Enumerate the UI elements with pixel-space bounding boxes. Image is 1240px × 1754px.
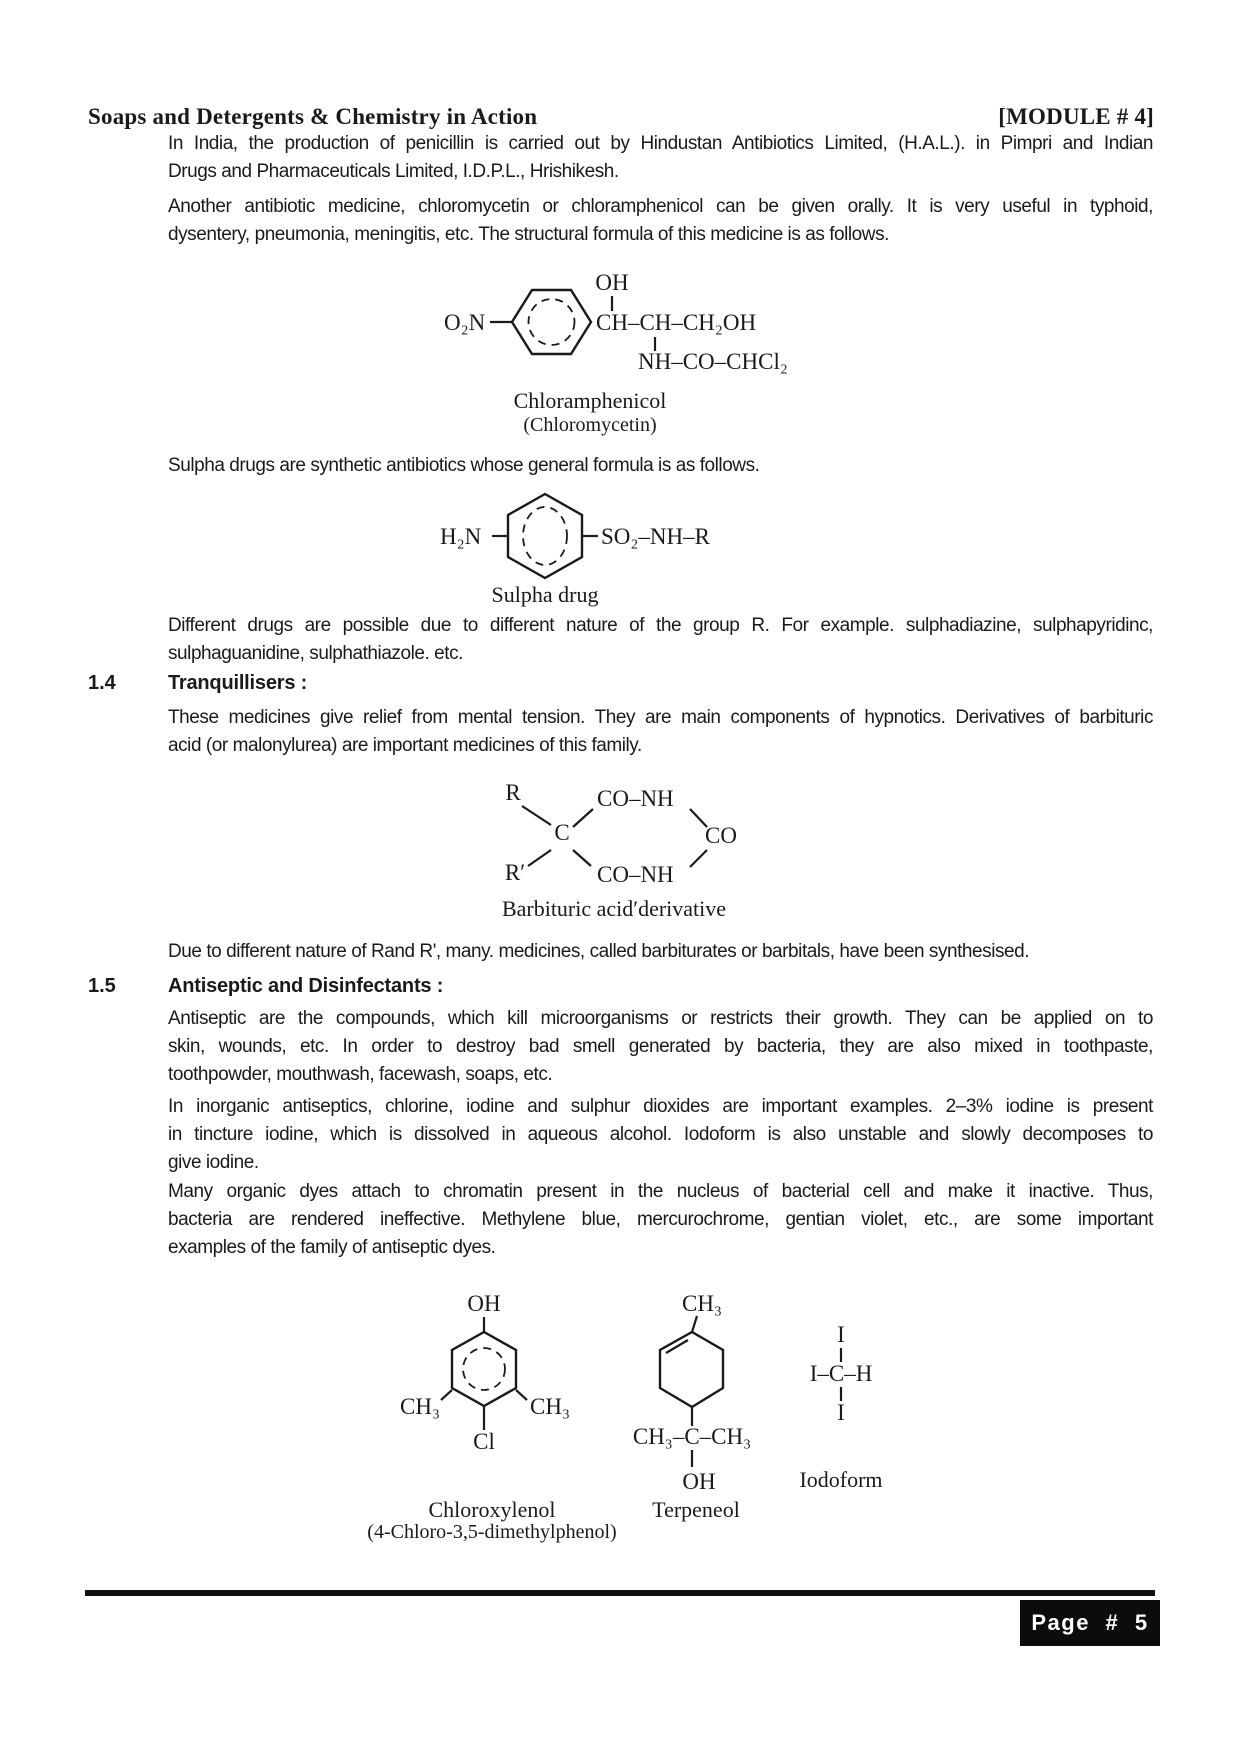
text-line: bacteria are rendered ineffective. Methylene blue, mercurochrome, gentian violet, etc., are some important (168, 1209, 1153, 1230)
iodoform-structure (793, 1320, 908, 1432)
paragraph-tranquillisers (168, 704, 1153, 760)
cyclohexene-ring (660, 1332, 723, 1407)
text-line: skin, wounds, etc. In order to destroy bad smell generated by bacteria, they are also mixed in toothpaste, (168, 1036, 1153, 1057)
text-line: In India, the production of penicillin is carried out by Hindustan Antibiotics Limited, (H.A.L.). in Pimpri and Indian (168, 133, 1153, 154)
paragraph-chloromycetin (168, 193, 1153, 249)
bond (573, 850, 591, 866)
text-line: Sulpha drugs are synthetic antibiotics whose general formula is as follows. (168, 455, 760, 476)
bond (522, 806, 551, 825)
bond (573, 809, 593, 827)
aromatic-circle (529, 299, 575, 345)
co-nh-bottom-label: CO–NH (597, 862, 674, 887)
paragraph-dyes (168, 1178, 1153, 1262)
paragraph-inorganic (168, 1093, 1153, 1177)
bond (692, 1316, 697, 1332)
r-group-label: R (505, 780, 521, 805)
chloramphenicol-structure (420, 260, 800, 382)
methyl-top-label: CH₃ (682, 1291, 722, 1316)
chloromycetin-subcaption: (Chloromycetin) (523, 414, 657, 436)
paragraph-antiseptic (168, 1005, 1153, 1089)
text-line: give iodine. (168, 1152, 259, 1173)
nitro-group-label: O₂N (444, 310, 486, 335)
text-line: Different drugs are possible due to different nature of the group R. For example. sulphadiazine, sulphapyridinc, (168, 615, 1153, 636)
chloro-label: Cl (473, 1429, 495, 1454)
section-title-antiseptic: Antiseptic and Disinfectants : (168, 975, 444, 997)
barbituric-acid-structure (480, 775, 775, 893)
terpeneol-structure (623, 1288, 773, 1496)
text-line: Another antibiotic medicine, chloromycetin or chloramphenicol can be given orally. It is very useful in typhoid, (168, 196, 1153, 217)
text-line: Many organic dyes attach to chromatin present in the nucleus of bacterial cell and make it inactive. Thus, (168, 1181, 1153, 1202)
core-label: I–C–H (809, 1361, 873, 1386)
text-line: in tincture iodine, which is dissolved in aqueous alcohol. Iodoform is also unstable and slowly decomposes to (168, 1124, 1153, 1145)
carbon-label: C (554, 820, 570, 845)
page-title: Soaps and Detergents & Chemistry in Action (88, 104, 538, 129)
chain-label: CH–CH–CH₂OH (596, 310, 757, 335)
bond (690, 850, 707, 867)
iodine-bottom-label: I (837, 1400, 845, 1425)
text-line: Antiseptic are the compounds, which kill microorganisms or restricts their growth. They can be applied on to (168, 1008, 1153, 1029)
paragraph-sulpha-intro (168, 452, 1153, 480)
page-number-badge (1020, 1600, 1160, 1646)
hydroxyl-label: OH (467, 1291, 501, 1316)
iodoform-caption: Iodoform (799, 1467, 883, 1492)
barbituric-caption: Barbituric acid′derivative (501, 896, 727, 921)
aromatic-circle (523, 507, 567, 565)
page-number-label: Page # 5 (1031, 1610, 1149, 1635)
module-label: [MODULE # 4] (998, 104, 1154, 129)
benzene-ring (452, 1332, 516, 1406)
sulpha-drug-structure (400, 480, 780, 585)
text-line: These medicines give relief from mental tension. They are main components of hypnotics. Derivatives of barbituric (168, 707, 1153, 728)
co-right-label: CO (705, 823, 737, 848)
text-line: Due to different nature of Rand R', many. medicines, called barbiturates or barbitals, have been synthesised. (168, 941, 1030, 962)
hydroxyl-label: OH (682, 1469, 716, 1494)
aromatic-circle (463, 1348, 505, 1390)
co-nh-top-label: CO–NH (597, 786, 674, 811)
bond (441, 1390, 452, 1400)
text-line: dysentery, pneumonia, meningitis, etc. The structural formula of this medicine is as follows. (168, 224, 889, 245)
methyl-right-label: CH₃ (530, 1394, 570, 1419)
chloroxylenol-structure (378, 1288, 598, 1456)
text-line: acid (or malonylurea) are important medicines of this family. (168, 735, 642, 756)
text-line: toothpowder, mouthwash, facewash, soaps, etc. (168, 1064, 553, 1085)
section-number-1-4: 1.4 (88, 672, 116, 694)
text-line: Drugs and Pharmaceuticals Limited, I.D.P.L., Hrishikesh. (168, 161, 619, 182)
paragraph-penicillin (168, 130, 1153, 186)
terpeneol-caption: Terpeneol (652, 1497, 740, 1522)
chloramphenicol-caption: Chloramphenicol (513, 388, 667, 413)
section-number-1-5: 1.5 (88, 975, 116, 997)
chloroxylenol-caption: Chloroxylenol (428, 1497, 556, 1522)
paragraph-different-drugs (168, 612, 1153, 668)
chloroxylenol-subcaption: (4-Chloro-3,5-dimethylphenol) (367, 1521, 617, 1543)
sulfonamide-label: SO₂–NH–R (601, 524, 710, 549)
methyl-left-label: CH₃ (400, 1394, 440, 1419)
text-line: sulphaguanidine, sulphathiazole. etc. (168, 643, 463, 664)
page-header (88, 104, 1154, 130)
isopropyl-label: CH₃–C–CH₃ (632, 1424, 752, 1449)
r-prime-label: R′ (504, 860, 526, 885)
hydroxyl-label: OH (595, 270, 629, 295)
section-title-tranquillisers: Tranquillisers : (168, 672, 308, 694)
double-bond (666, 1340, 688, 1353)
text-line: examples of the family of antiseptic dyes. (168, 1237, 496, 1258)
benzene-ring (508, 494, 582, 578)
bond (516, 1390, 527, 1400)
sulpha-drug-caption: Sulpha drug (491, 582, 599, 607)
amide-label: NH–CO–CHCl₂ (638, 349, 788, 374)
iodine-top-label: I (837, 1322, 845, 1347)
paragraph-barbiturates (168, 938, 1153, 966)
text-line: In inorganic antiseptics, chlorine, iodine and sulphur dioxides are important examples. 2–3% iodine is present (168, 1096, 1153, 1117)
amine-label: H₂N (440, 524, 482, 549)
footer-rule (85, 1590, 1155, 1596)
bond (528, 850, 551, 866)
